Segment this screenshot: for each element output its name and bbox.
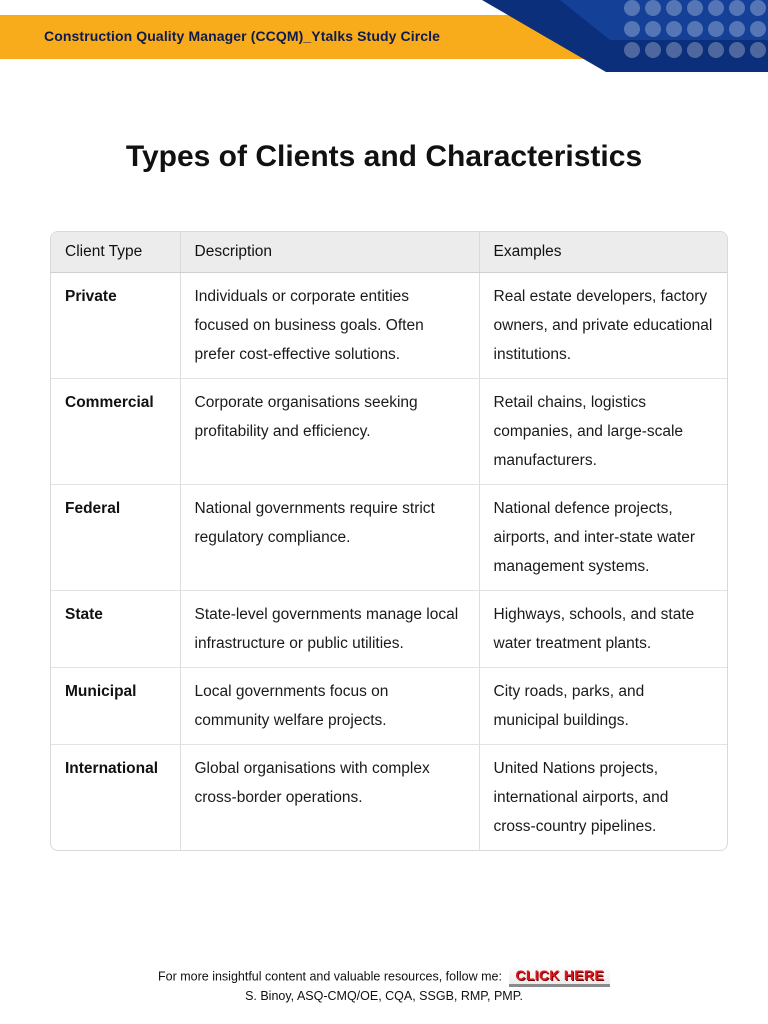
page-title: Types of Clients and Characteristics (125, 140, 643, 173)
header-dot (666, 21, 682, 37)
column-header-description: Description (180, 232, 479, 273)
examples-cell: Retail chains, logistics companies, and large-scale manufacturers. (479, 379, 727, 485)
footer-follow-line (0, 966, 768, 987)
table-row (51, 591, 727, 668)
header-dot (687, 42, 703, 58)
description-cell: Corporate organisations seeking profitability and efficiency. (180, 379, 479, 485)
header-dot (750, 0, 766, 16)
column-header-client-type: Client Type (51, 232, 180, 273)
table-row (51, 273, 727, 379)
header-dot (687, 0, 703, 16)
description-cell: National governments require strict regulatory compliance. (180, 485, 479, 591)
client-type-cell: Commercial (51, 379, 180, 485)
examples-cell: National defence projects, airports, and inter-state water management systems. (479, 485, 727, 591)
header-title: Construction Quality Manager (CCQM)_Ytalks Study Circle (44, 28, 441, 44)
table-header-row (51, 232, 727, 273)
client-type-cell: Private (51, 273, 180, 379)
header-band (0, 0, 768, 72)
header-dot (750, 21, 766, 37)
header-dot (624, 0, 640, 16)
header-dot (666, 42, 682, 58)
description-cell: Local governments focus on community welfare projects. (180, 668, 479, 745)
header-dot (750, 42, 766, 58)
footer-author: S. Binoy, ASQ-CMQ/OE, CQA, SSGB, RMP, PMP. (245, 989, 523, 1003)
footer-follow-text: For more insightful content and valuable resources, follow me: (158, 969, 502, 984)
header-dot (708, 42, 724, 58)
footer (0, 966, 768, 1005)
click-here-button[interactable]: CLICK HERE (509, 966, 610, 987)
description-cell: Global organisations with complex cross-border operations. (180, 745, 479, 851)
client-type-cell: Federal (51, 485, 180, 591)
header-dot (729, 0, 745, 16)
header-dot (666, 0, 682, 16)
table-row (51, 745, 727, 851)
header-dot (624, 21, 640, 37)
header-dot (624, 42, 640, 58)
examples-cell: United Nations projects, international airports, and cross-country pipelines. (493, 760, 669, 835)
table-row (51, 485, 727, 591)
examples-cell: Highways, schools, and state water treatment plants. (479, 591, 727, 668)
header-dot-pattern (624, 0, 766, 58)
clients-table (50, 231, 728, 851)
header-dot (729, 42, 745, 58)
examples-cell: Real estate developers, factory owners, and private educational institutions. (479, 273, 727, 379)
header-dot (645, 42, 661, 58)
column-header-examples: Examples (479, 232, 727, 273)
table-row (51, 668, 727, 745)
header-dot (645, 0, 661, 16)
header-dot (645, 21, 661, 37)
header-dot (729, 21, 745, 37)
header-dot (708, 21, 724, 37)
description-cell: Individuals or corporate entities focused on business goals. Often prefer cost-effective solutions. (180, 273, 479, 379)
header-dot (687, 21, 703, 37)
client-type-cell: Municipal (51, 668, 180, 745)
client-type-cell: State (51, 591, 180, 668)
header-dot (708, 0, 724, 16)
description-cell: State-level governments manage local infrastructure or public utilities. (180, 591, 479, 668)
table-row (51, 379, 727, 485)
client-type-cell: International (51, 745, 180, 851)
examples-cell: City roads, parks, and municipal buildings. (479, 668, 727, 745)
